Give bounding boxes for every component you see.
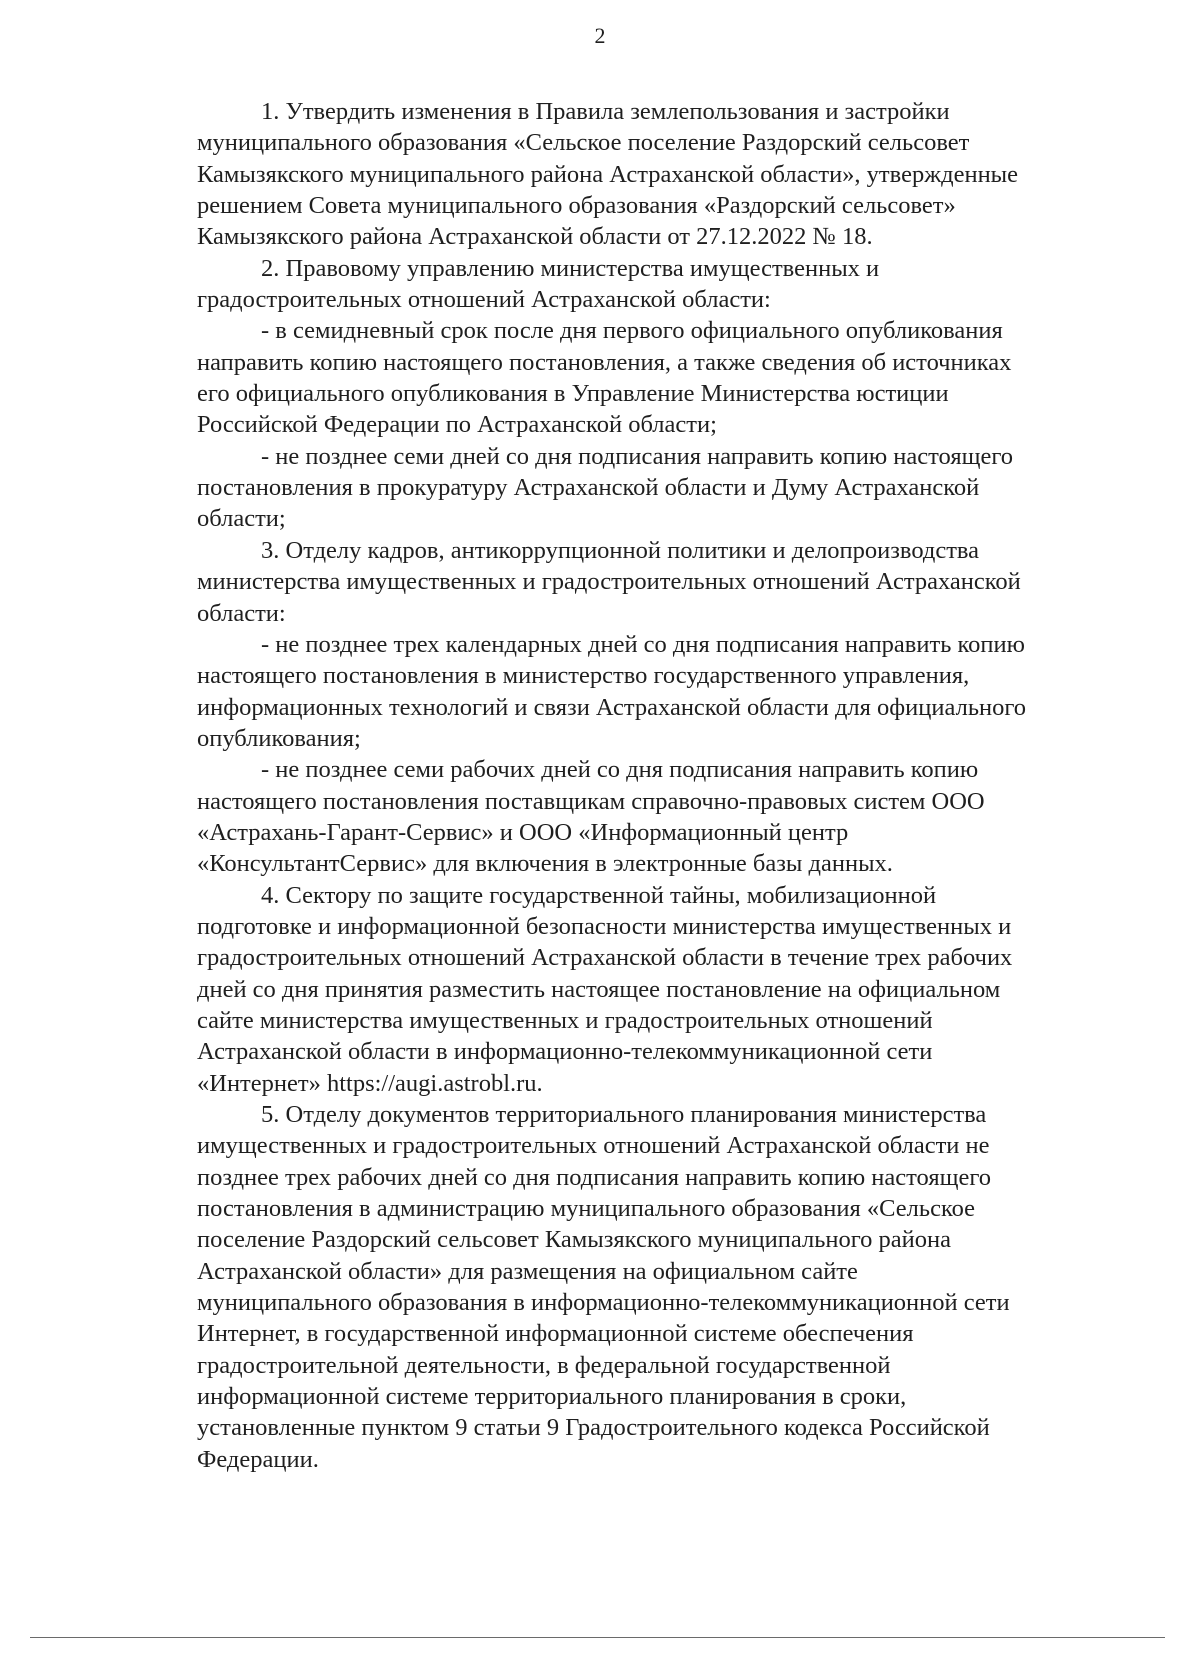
paragraph-1 <box>197 96 1152 253</box>
text-line: установленные пунктом 9 статьи 9 Градостроительного кодекса Российской <box>197 1414 990 1442</box>
text-line: градостроительной деятельности, в федеральной государственной <box>197 1351 891 1379</box>
text-line: опубликования; <box>197 724 361 752</box>
text-line: градостроительных отношений Астраханской области в течение трех рабочих <box>197 944 1013 972</box>
text-line: области: <box>197 599 286 627</box>
text-line: сайте министерства имущественных и градостроительных отношений <box>197 1006 933 1034</box>
text-line: его официального опубликования в Управление Министерства юстиции <box>197 380 949 408</box>
text-line: Астраханской области в информационно-телекоммуникационной сети <box>197 1038 933 1066</box>
text-line: настоящего постановления в министерство государственного управления, <box>197 662 970 690</box>
text-line: министерства имущественных и градостроительных отношений Астраханской <box>197 568 1021 596</box>
text-line: - в семидневный срок после дня первого официального опубликования <box>261 317 1003 345</box>
text-line: подготовке и информационной безопасности министерства имущественных и <box>197 912 1012 940</box>
paragraph-2 <box>197 253 1152 316</box>
text-line: поселение Раздорский сельсовет Камызякского муниципального района <box>197 1226 952 1254</box>
text-line: Астраханской области» для размещения на официальном сайте <box>197 1257 858 1285</box>
text-line: 4. Сектору по защите государственной тайны, мобилизационной <box>261 881 937 909</box>
text-line: информационных технологий и связи Астраханской области для официального <box>197 693 1027 721</box>
text-line: 2. Правовому управлению министерства имущественных и <box>261 254 880 282</box>
text-line: «КонсультантСервис» для включения в электронные базы данных. <box>197 850 893 878</box>
text-line: области; <box>197 505 286 533</box>
text-line: Федерации. <box>197 1445 319 1473</box>
paragraph-7 <box>197 754 1152 879</box>
text-line: Камызякского муниципального района Астраханской области», утвержденные <box>197 160 1019 188</box>
text-line: постановления в администрацию муниципального образования «Сельское <box>197 1195 976 1223</box>
text-line: - не позднее трех календарных дней со дня подписания направить копию <box>261 630 1025 658</box>
text-line: градостроительных отношений Астраханской области: <box>197 286 771 314</box>
text-line: дней со дня принятия разместить настоящее постановление на официальном <box>197 975 1001 1003</box>
text-line: - не позднее семи рабочих дней со дня подписания направить копию <box>261 756 979 784</box>
text-line: настоящего постановления поставщикам справочно-правовых систем ООО <box>197 787 985 815</box>
text-line: направить копию настоящего постановления, а также сведения об источниках <box>197 348 1012 376</box>
text-line: информационной системе территориального планирования в сроки, <box>197 1383 907 1411</box>
text-line: «Интернет» https://augi.astrobl.ru. <box>197 1069 543 1097</box>
text-line: 3. Отделу кадров, антикоррупционной политики и делопроизводства <box>261 536 980 564</box>
paragraph-8 <box>197 880 1152 1099</box>
paragraph-3 <box>197 315 1152 440</box>
text-line: «Астрахань-Гарант-Сервис» и ООО «Информационный центр <box>197 818 849 846</box>
document-body <box>197 96 1152 1475</box>
text-line: решением Совета муниципального образования «Раздорский сельсовет» <box>197 192 956 220</box>
text-line: имущественных и градостроительных отношений Астраханской области не <box>197 1132 990 1160</box>
text-line: Интернет, в государственной информационной системе обеспечения <box>197 1320 914 1348</box>
text-line: 5. Отделу документов территориального планирования министерства <box>261 1101 987 1128</box>
paragraph-6 <box>197 629 1152 754</box>
paragraph-9 <box>197 1099 1152 1475</box>
paragraph-5 <box>197 535 1152 629</box>
text-line: - не позднее семи дней со дня подписания направить копию настоящего <box>261 442 1014 470</box>
text-line: позднее трех рабочих дней со дня подписания направить копию настоящего <box>197 1163 992 1191</box>
text-line: муниципального образования в информационно-телекоммуникационной сети <box>197 1289 1010 1317</box>
paragraph-4 <box>197 441 1152 535</box>
text-line: Российской Федерации по Астраханской области; <box>197 411 717 439</box>
text-line: постановления в прокуратуру Астраханской области и Думу Астраханской <box>197 474 980 502</box>
text-line: Камызякского района Астраханской области от 27.12.2022 № 18. <box>197 223 873 251</box>
bottom-rule <box>30 1637 1165 1638</box>
text-line: муниципального образования «Сельское поселение Раздорский сельсовет <box>197 129 970 157</box>
page-number: 2 <box>594 23 606 48</box>
text-line: 1. Утвердить изменения в Правила землепользования и застройки <box>261 98 950 125</box>
